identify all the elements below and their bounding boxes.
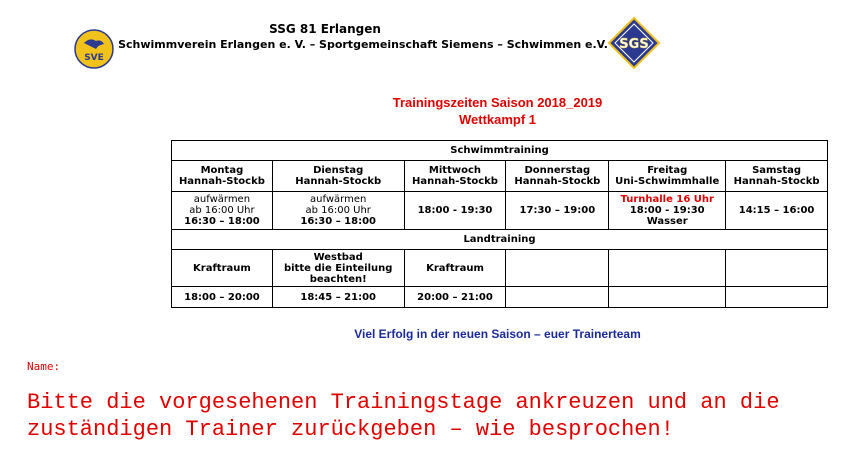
notice-line-2: zuständigen Trainer zurückgeben – wie besprochen!: [27, 417, 674, 442]
land-time-friday: [609, 287, 726, 308]
table-row: [172, 287, 828, 308]
title-competition: Wettkampf 1: [458, 112, 537, 127]
land-time-saturday: [726, 287, 828, 308]
sve-logo-text: SVE: [84, 53, 104, 63]
club-name: SSG 81 Erlangen: [269, 22, 381, 36]
sgs-logo-text: SGS: [619, 37, 649, 52]
time-saturday: 14:15 – 16:00: [726, 192, 828, 230]
notice-text: [27, 389, 780, 443]
time-wednesday: 18:00 - 19:30: [404, 192, 506, 230]
time-tuesday: aufwärmen ab 16:00 Uhr 16:30 – 18:00: [272, 192, 404, 230]
section-land: Landtraining: [172, 230, 828, 250]
table-row: [172, 250, 828, 287]
land-place-monday: Kraftraum: [172, 250, 273, 287]
time-thursday: 17:30 – 19:00: [506, 192, 609, 230]
land-place-thursday: [506, 250, 609, 287]
title-season: Trainingszeiten Saison 2018_2019: [392, 95, 603, 110]
land-place-tuesday: Westbad bitte die Einteilung beachten!: [272, 250, 404, 287]
table-row: [172, 192, 828, 230]
day-header-tuesday: Dienstag Hannah-Stockb: [272, 161, 404, 192]
land-place-wednesday: Kraftraum: [404, 250, 506, 287]
day-header-monday: Montag Hannah-Stockb: [172, 161, 273, 192]
land-place-saturday: [726, 250, 828, 287]
sgs-logo: [607, 16, 661, 70]
day-header-wednesday: Mittwoch Hannah-Stockb: [404, 161, 506, 192]
time-monday: aufwärmen ab 16:00 Uhr 16:30 – 18:00: [172, 192, 273, 230]
day-header-friday: Freitag Uni-Schwimmhalle: [609, 161, 726, 192]
table-row: [172, 161, 828, 192]
land-time-monday: 18:00 – 20:00: [172, 287, 273, 308]
day-header-thursday: Donnerstag Hannah-Stockb: [506, 161, 609, 192]
land-time-thursday: [506, 287, 609, 308]
training-schedule-table: [171, 140, 828, 308]
land-time-wednesday: 20:00 – 21:00: [404, 287, 506, 308]
name-field-label: Name:: [27, 360, 61, 373]
section-swim: Schwimmtraining: [172, 141, 828, 161]
sve-logo: [74, 29, 114, 69]
day-header-saturday: Samstag Hannah-Stockb: [726, 161, 828, 192]
land-place-friday: [609, 250, 726, 287]
notice-line-1: Bitte die vorgesehenen Trainingstage ankreuzen und an die: [27, 390, 780, 415]
footer-message: Viel Erfolg in der neuen Saison – euer Trainerteam: [354, 327, 641, 341]
club-subtitle: Schwimmverein Erlangen e. V. – Sportgemeinschaft Siemens – Schwimmen e.V.: [118, 38, 608, 51]
land-time-tuesday: 18:45 – 21:00: [272, 287, 404, 308]
time-friday: Turnhalle 16 Uhr 18:00 - 19:30 Wasser: [609, 192, 726, 230]
